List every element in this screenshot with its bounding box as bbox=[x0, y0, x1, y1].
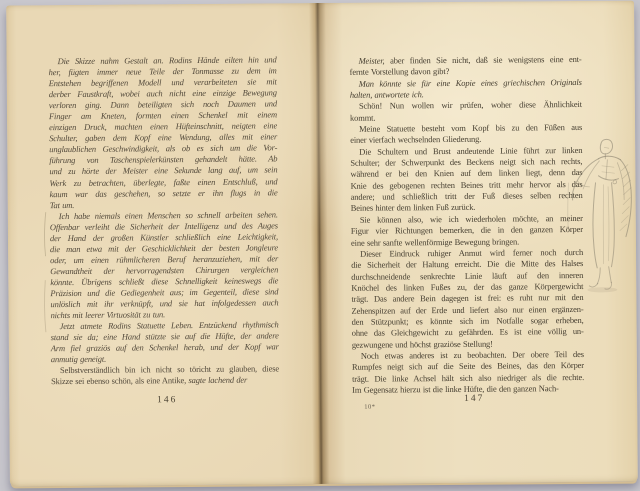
text-segment: kaum war das geschehen, so setzte er ihn flugs in die bbox=[49, 186, 278, 199]
text-segment: Präzision und die Gediegenheit aus; im Gegenteil, diese sind bbox=[50, 286, 279, 299]
text-segment: derber Faustkraft, wobei auch nicht eine einzige Bewegung bbox=[48, 87, 277, 100]
text-segment: Arm fiel graziös auf den Schenkel herab, und der Kopf war bbox=[50, 341, 279, 354]
text-segment: Sie können also, wie ich wiederholen möchte, an meiner bbox=[359, 212, 583, 225]
text-line bbox=[51, 342, 279, 355]
paragraph bbox=[350, 54, 582, 79]
pencil-sketch-figure bbox=[555, 120, 640, 299]
text-segment: andere; und schließlich tritt der Fuß dieses selben rechten bbox=[350, 190, 583, 202]
paragraph bbox=[51, 319, 279, 365]
text-segment: halten, antwortete ich. bbox=[349, 89, 424, 100]
text-segment: kommt. bbox=[349, 112, 376, 123]
text-line bbox=[350, 99, 582, 112]
text-segment: Tat um. bbox=[49, 199, 75, 210]
paragraph bbox=[51, 364, 279, 388]
text-segment: Im Gegensatz hierzu ist die linke Hüfte, die den ganzen Nach- bbox=[352, 383, 559, 395]
text-segment: Figur vier Richtungen bemerken, die in den ganzen Körper bbox=[350, 224, 583, 236]
text-segment: Man könnte sie für eine Kopie eines griechischen Originals bbox=[358, 76, 582, 89]
text-segment: Schön! Nun wollen wir prüfen, woher diese Ähnlichkeit bbox=[358, 99, 582, 112]
text-segment: Schulter; der Schwerpunkt des Beckens neigt sich nach rechts, bbox=[350, 156, 583, 168]
text-segment: Meister, bbox=[358, 55, 385, 66]
text-segment: her, fügten immer neue Teile der Tonmasse zu dem im bbox=[48, 65, 277, 78]
text-segment: Noch etwas anderes ist zu beobachten. Der obere Teil des bbox=[360, 348, 584, 361]
text-segment: der Hand der großen Künstler schließlich eine Leichtigkeit, bbox=[49, 231, 278, 243]
text-segment: Rumpfes neigt sich auf die Seite des Beines, das den Körper bbox=[351, 360, 585, 373]
text-segment: gezwungene und höchst graziöse Stellung! bbox=[351, 338, 493, 350]
text-segment: Die Skizze nahm Gestalt an. Rodins Hände eilten hin und bbox=[57, 54, 277, 67]
text-segment: Ich habe niemals einen Menschen so schnell arbeiten sehen. bbox=[58, 209, 278, 221]
right-page-text bbox=[350, 54, 585, 396]
text-segment: während er bei den Knien auf dem linken liegt, denn das bbox=[350, 167, 583, 180]
paragraph bbox=[50, 209, 279, 321]
paragraph bbox=[49, 54, 278, 210]
text-segment: Beines hinter dem linken Fuß zurück. bbox=[350, 202, 476, 214]
text-segment: Knie des gebogenen rechten Beines tritt mehr hervor als das bbox=[350, 178, 583, 191]
signature-mark: 10* bbox=[364, 403, 376, 411]
paragraph bbox=[350, 99, 582, 124]
text-segment: ohne das Gleichgewicht zu gefährden. Es ist eine völlig un- bbox=[351, 326, 584, 339]
text-segment: durchschneidende senkrechte Linie läuft auf den inneren bbox=[351, 269, 584, 282]
text-segment: anmutig geneigt. bbox=[50, 353, 107, 365]
text-segment: könnte. Übrigens schließt diese Schnelligkeit keineswegs die bbox=[50, 275, 279, 288]
text-line bbox=[50, 187, 278, 200]
text-segment: und zu hörte der Meister eine Sekunde lang auf, um sein bbox=[49, 164, 278, 177]
page-number-right: 147 bbox=[464, 393, 485, 404]
text-segment: einer vierfach wechselnden Gliederung. bbox=[350, 134, 482, 146]
text-segment: nichts mit leerer Virtuosität zu tun. bbox=[50, 309, 166, 321]
text-segment: die man etwa mit der Geschicklichkeit der besten Jongleure bbox=[49, 242, 279, 254]
text-segment: stand sie da; eine Hand stützte sie auf die Hüfte, der andere bbox=[50, 330, 279, 343]
text-line bbox=[350, 77, 582, 90]
text-segment: einzigen Druck, machten einen Hüfteinschnitt, neigten eine bbox=[49, 120, 278, 133]
text-segment: Werk zu betrachten, überlegte, faßte einen Entschluß, und bbox=[49, 175, 278, 188]
text-line bbox=[351, 224, 583, 237]
text-segment: die Sicherheit der Haltung erreicht. Die die Mitte des Halses bbox=[351, 258, 584, 270]
paragraph bbox=[352, 349, 584, 396]
text-segment: den Stützpunkt; es könnte sich im Notfalle sogar erheben, bbox=[351, 314, 584, 327]
text-line bbox=[350, 54, 582, 67]
left-page-text bbox=[49, 54, 280, 387]
text-segment: eine sehr sanfte wellenförmige Bewegung bringen. bbox=[350, 235, 520, 248]
paragraph bbox=[350, 122, 582, 147]
text-segment: Gewandtheit der hervorragendsten Chirurgen vergleichen bbox=[50, 264, 279, 277]
text-segment: führung von Taschenspielerkünsten gehandelt hätte. Ab bbox=[49, 153, 278, 166]
text-segment: trägt. Das andere Bein dagegen ist frei: es ruht nur mit den bbox=[351, 292, 584, 304]
paragraph bbox=[351, 247, 584, 351]
text-segment: Jetzt atmete Rodins Statuette Leben. Entzückend rhythmisch bbox=[59, 319, 279, 332]
text-segment: fernte Vorstellung davon gibt? bbox=[349, 66, 450, 78]
text-segment: Skizze sei ebenso schön, als eine Antike, bbox=[51, 375, 189, 387]
text-segment: oder, um einen rühmlicheren Beruf heranzuziehen, mit der bbox=[50, 253, 279, 265]
text-segment: Schulter, gaben dem Kopf eine Wendung, alles mit einer bbox=[49, 131, 278, 144]
text-segment: Selbstverständlich bin ich nicht so töricht zu glauben, diese bbox=[59, 363, 280, 376]
text-line bbox=[51, 375, 279, 388]
text-segment: Knöchel des linken Fußes zu, der das ganze Körpergewicht bbox=[351, 280, 584, 293]
text-segment: Die Schultern und Brust andeutende Linie führt zur linken bbox=[359, 144, 583, 157]
text-segment: Zehenspitzen auf der Erde und liefert also nur einen ergänzen- bbox=[351, 303, 584, 316]
margin-pencil-marks bbox=[41, 210, 52, 340]
text-segment: unlöslich mit ihr verknüpft, und sie hat infolgedessen auch bbox=[50, 297, 279, 310]
book-spread bbox=[6, 1, 638, 487]
text-segment: sagte lachend der bbox=[188, 374, 248, 386]
paragraph bbox=[350, 145, 583, 215]
text-line bbox=[50, 297, 278, 310]
text-segment: Entstehen begriffenen Modell und verarbeiteten sie mit bbox=[48, 76, 277, 89]
text-segment: Finger am Kneten, formten einen Schenkel mit einem bbox=[48, 109, 278, 122]
paragraph bbox=[351, 213, 583, 249]
text-line bbox=[350, 122, 582, 135]
text-segment: aber finden Sie nicht, daß sie wenigstens eine ent- bbox=[384, 53, 582, 66]
text-segment: unglaublichen Geschwindigkeit, als ob es sich um die Vor- bbox=[49, 142, 278, 155]
text-segment: Offenbar verleiht die Sicherheit der Intelligenz und des Auges bbox=[49, 220, 278, 232]
text-segment: Meine Statuette besteht vom Kopf bis zu den Füßen aus bbox=[359, 122, 583, 134]
text-segment: Dieser Eindruck ruhiger Anmut wird ferner noch durch bbox=[360, 246, 584, 259]
text-segment: verloren ging. Dann beteiligten sich noch Daumen und bbox=[48, 98, 277, 111]
text-segment: trägt. Die linke Achsel hält sich also niedriger als die rechte. bbox=[352, 371, 585, 384]
paragraph bbox=[350, 77, 582, 102]
text-line bbox=[352, 326, 584, 339]
page-number-left: 146 bbox=[157, 395, 178, 406]
